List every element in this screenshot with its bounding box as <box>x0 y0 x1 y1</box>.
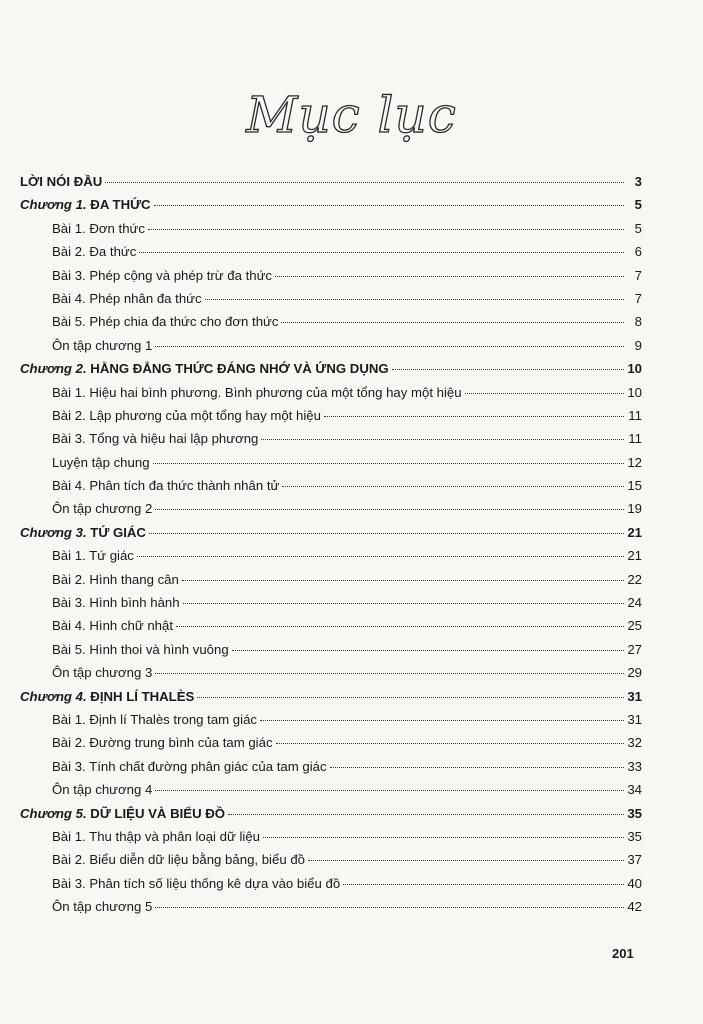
toc-lesson-row[interactable] <box>20 778 642 801</box>
toc-lesson-row[interactable] <box>20 334 642 357</box>
dot-leader <box>263 837 624 838</box>
toc-entry-label <box>20 193 151 216</box>
entry-name: Ôn tập chương 1 <box>52 337 153 353</box>
toc-entry-label <box>52 497 152 520</box>
dot-leader <box>149 533 624 534</box>
entry-name: Ôn tập chương 2 <box>52 501 153 517</box>
toc-lesson-row[interactable] <box>20 708 642 731</box>
entry-name: Ôn tập chương 4 <box>52 782 153 798</box>
toc-lesson-row[interactable] <box>20 287 642 310</box>
chapter-number: Chương 3. <box>20 524 87 540</box>
toc-lesson-row[interactable] <box>20 731 642 754</box>
dot-leader <box>155 907 624 908</box>
entry-page-number: 19 <box>627 501 642 517</box>
toc-chapter-row[interactable] <box>20 802 642 825</box>
entry-page-number: 24 <box>627 595 642 611</box>
entry-name: ĐA THỨC <box>90 197 151 213</box>
toc-lesson-row[interactable] <box>20 591 642 614</box>
dot-leader <box>308 860 624 861</box>
toc-chapter-row[interactable] <box>20 357 642 380</box>
dot-leader <box>154 205 624 206</box>
dot-leader <box>465 393 624 394</box>
entry-page-number: 15 <box>627 478 642 494</box>
toc-lesson-row[interactable] <box>20 872 642 895</box>
toc-entry-label <box>52 778 152 801</box>
toc-lesson-row[interactable] <box>20 310 642 333</box>
page-number: 201 <box>612 946 634 961</box>
entry-name: Bài 4. Phân tích đa thức thành nhân tử <box>52 478 280 494</box>
toc-lesson-row[interactable] <box>20 568 642 591</box>
toc-entry-label <box>52 591 180 614</box>
entry-name: Bài 3. Phép cộng và phép trừ đa thức <box>52 267 273 283</box>
entry-name: Luyện tập chung <box>52 454 150 470</box>
entry-name: Bài 5. Hình thoi và hình vuông <box>52 641 229 657</box>
toc-entry-label <box>52 334 152 357</box>
toc-entry-label <box>52 404 321 427</box>
entry-name: Bài 1. Đơn thức <box>52 220 145 236</box>
toc-entry-label <box>20 685 194 708</box>
toc-entry-label <box>52 755 327 778</box>
entry-page-number: 9 <box>634 337 642 353</box>
entry-name: HẰNG ĐẲNG THỨC ĐÁNG NHỚ VÀ ỨNG DỤNG <box>90 361 389 377</box>
toc-lesson-row[interactable] <box>20 404 642 427</box>
chapter-number: Chương 4. <box>20 688 87 704</box>
entry-name: LỜI NÓI ĐẦU <box>20 174 103 189</box>
entry-name: Bài 3. Tổng và hiệu hai lập phương <box>52 431 259 447</box>
toc-lesson-row[interactable] <box>20 217 642 240</box>
toc-lesson-row[interactable] <box>20 755 642 778</box>
toc-lesson-row[interactable] <box>20 638 642 661</box>
entry-page-number: 34 <box>627 782 642 798</box>
toc-lesson-row[interactable] <box>20 451 642 474</box>
dot-leader <box>155 509 624 510</box>
toc-lesson-row[interactable] <box>20 240 642 263</box>
entry-page-number: 8 <box>634 314 642 330</box>
dot-leader <box>261 439 624 440</box>
dot-leader <box>324 416 624 417</box>
dot-leader <box>176 626 624 627</box>
toc-entry-label <box>20 802 225 825</box>
dot-leader <box>392 369 624 370</box>
table-of-contents <box>20 170 642 919</box>
page-title: Mục lục <box>246 86 457 144</box>
dot-leader <box>139 252 624 253</box>
entry-page-number: 5 <box>634 197 642 213</box>
entry-page-number: 7 <box>634 267 642 283</box>
toc-entry-label <box>52 568 179 591</box>
dot-leader <box>330 767 624 768</box>
toc-entry-label <box>52 708 257 731</box>
entry-name: Bài 2. Đường trung bình của tam giác <box>52 735 273 751</box>
entry-page-number: 10 <box>627 361 642 377</box>
toc-entry-label <box>52 381 462 404</box>
dot-leader <box>197 697 624 698</box>
dot-leader <box>205 299 624 300</box>
entry-page-number: 11 <box>628 431 642 447</box>
toc-entry-label <box>52 848 305 871</box>
entry-name: Bài 1. Thu thập và phân loại dữ liệu <box>52 828 261 844</box>
toc-entry-label <box>20 521 146 544</box>
entry-page-number: 27 <box>627 641 642 657</box>
toc-chapter-row[interactable] <box>20 170 642 193</box>
toc-entry-label <box>52 217 145 240</box>
toc-chapter-row[interactable] <box>20 193 642 216</box>
dot-leader <box>148 229 624 230</box>
entry-page-number: 6 <box>634 244 642 260</box>
chapter-number: Chương 5. <box>20 805 87 821</box>
toc-lesson-row[interactable] <box>20 427 642 450</box>
dot-leader <box>276 743 624 744</box>
dot-leader <box>153 463 624 464</box>
entry-page-number: 40 <box>627 875 642 891</box>
entry-name: Ôn tập chương 5 <box>52 899 153 915</box>
entry-page-number: 42 <box>627 899 642 915</box>
chapter-number: Chương 1. <box>20 197 87 213</box>
dot-leader <box>137 556 624 557</box>
entry-page-number: 3 <box>634 174 642 189</box>
toc-lesson-row[interactable] <box>20 497 642 520</box>
entry-name: Bài 3. Phân tích số liệu thống kê dựa vào biểu đồ <box>52 875 341 891</box>
entry-name: Ôn tập chương 3 <box>52 665 153 681</box>
toc-entry-label <box>52 287 202 310</box>
toc-entry-label <box>52 451 150 474</box>
toc-lesson-row[interactable] <box>20 614 642 637</box>
toc-lesson-row[interactable] <box>20 474 642 497</box>
dot-leader <box>228 814 624 815</box>
entry-page-number: 21 <box>627 524 642 540</box>
toc-lesson-row[interactable] <box>20 381 642 404</box>
dot-leader <box>105 182 624 183</box>
entry-name: Bài 2. Biểu diễn dữ liệu bằng bảng, biểu đồ <box>52 852 305 868</box>
toc-lesson-row[interactable] <box>20 264 642 287</box>
entry-name: Bài 2. Đa thức <box>52 244 137 260</box>
entry-page-number: 5 <box>634 220 642 236</box>
entry-page-number: 22 <box>627 571 642 587</box>
entry-name: Bài 4. Hình chữ nhật <box>52 618 173 634</box>
dot-leader <box>232 650 624 651</box>
entry-page-number: 25 <box>627 618 642 634</box>
toc-entry-label <box>52 264 272 287</box>
toc-entry-label <box>20 357 389 380</box>
toc-entry-label <box>52 544 134 567</box>
entry-name: Bài 1. Hiệu hai bình phương. Bình phương của một tổng hay một hiệu <box>52 384 462 400</box>
entry-name: DỮ LIỆU VÀ BIỂU ĐỒ <box>90 805 226 821</box>
entry-page-number: 12 <box>627 454 642 470</box>
entry-page-number: 35 <box>627 828 642 844</box>
entry-page-number: 32 <box>627 735 642 751</box>
dot-leader <box>155 790 624 791</box>
chapter-number: Chương 2. <box>20 361 87 377</box>
entry-page-number: 29 <box>627 665 642 681</box>
toc-entry-label <box>52 661 152 684</box>
dot-leader <box>182 580 624 581</box>
toc-entry-label <box>52 825 260 848</box>
toc-entry-label <box>52 240 136 263</box>
toc-entry-label <box>52 474 279 497</box>
dot-leader <box>155 346 624 347</box>
entry-name: Bài 1. Định lí Thalès trong tam giác <box>52 711 257 727</box>
dot-leader <box>155 673 624 674</box>
toc-entry-label <box>52 310 278 333</box>
dot-leader <box>281 322 624 323</box>
toc-entry-label <box>52 731 273 754</box>
toc-lesson-row[interactable] <box>20 825 642 848</box>
entry-page-number: 35 <box>627 805 642 821</box>
toc-entry-label <box>20 170 102 193</box>
entry-name: Bài 3. Hình bình hành <box>52 595 180 611</box>
entry-name: TỨ GIÁC <box>90 524 146 540</box>
entry-name: Bài 5. Phép chia đa thức cho đơn thức <box>52 314 279 330</box>
toc-lesson-row[interactable] <box>20 848 642 871</box>
dot-leader <box>183 603 624 604</box>
toc-chapter-row[interactable] <box>20 685 642 708</box>
entry-name: Bài 2. Lập phương của một tổng hay một hiệu <box>52 407 321 423</box>
toc-entry-label <box>52 638 229 661</box>
toc-entry-label <box>52 872 340 895</box>
entry-page-number: 21 <box>627 548 642 564</box>
dot-leader <box>275 276 624 277</box>
entry-page-number: 7 <box>634 290 642 306</box>
toc-entry-label <box>52 427 258 450</box>
entry-page-number: 11 <box>628 407 642 423</box>
dot-leader <box>260 720 624 721</box>
entry-name: ĐỊNH LÍ THALÈS <box>90 688 195 704</box>
toc-entry-label <box>52 895 152 918</box>
entry-name: Bài 1. Tứ giác <box>52 548 134 564</box>
dot-leader <box>343 884 624 885</box>
entry-page-number: 33 <box>627 758 642 774</box>
toc-entry-label <box>52 614 173 637</box>
entry-page-number: 10 <box>627 384 642 400</box>
entry-name: Bài 4. Phép nhân đa thức <box>52 290 202 306</box>
entry-page-number: 31 <box>627 711 642 727</box>
toc-lesson-row[interactable] <box>20 661 642 684</box>
toc-lesson-row[interactable] <box>20 895 642 918</box>
entry-name: Bài 3. Tính chất đường phân giác của tam giác <box>52 758 327 774</box>
toc-chapter-row[interactable] <box>20 521 642 544</box>
entry-page-number: 37 <box>627 852 642 868</box>
toc-lesson-row[interactable] <box>20 544 642 567</box>
dot-leader <box>282 486 624 487</box>
entry-page-number: 31 <box>627 688 642 704</box>
entry-name: Bài 2. Hình thang cân <box>52 571 179 587</box>
